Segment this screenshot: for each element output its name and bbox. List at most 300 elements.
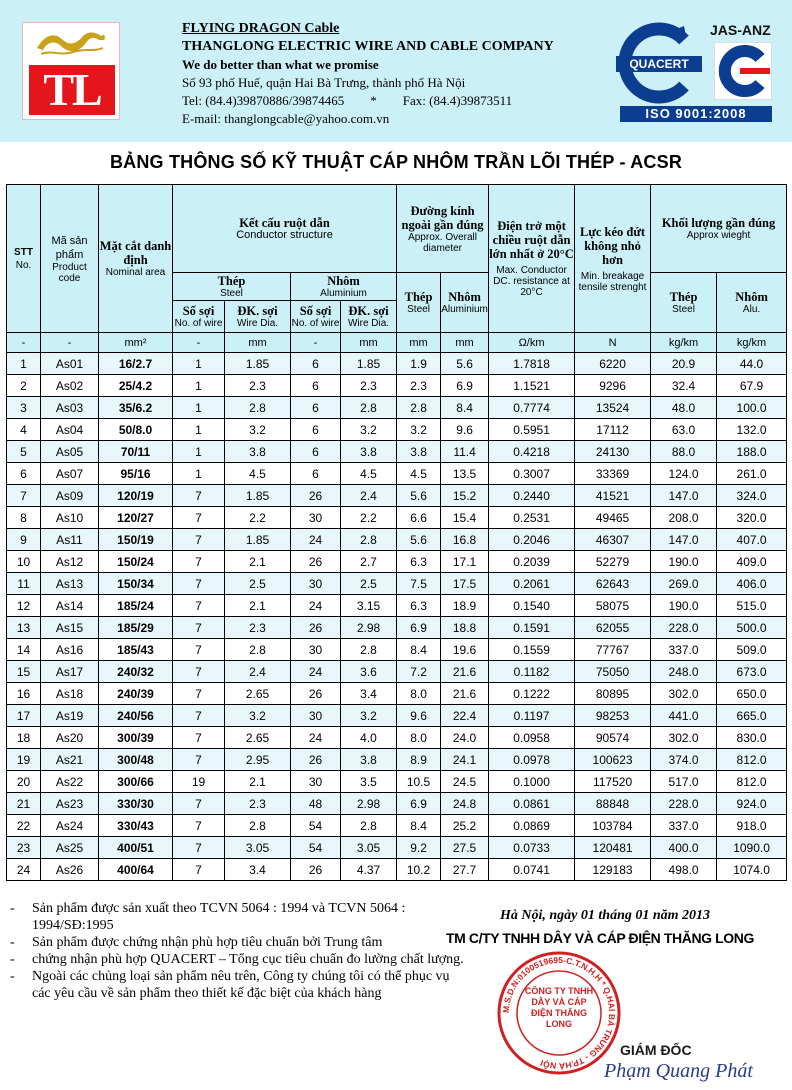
cell-al-dia: 2.7 bbox=[341, 551, 397, 573]
cell-al-nwire: 24 bbox=[291, 595, 341, 617]
acsr-spec-table bbox=[6, 184, 787, 881]
cell-weight-al: 665.0 bbox=[717, 705, 787, 727]
cell-od-al: 13.5 bbox=[441, 463, 489, 485]
table-row bbox=[7, 815, 787, 837]
table-row bbox=[7, 837, 787, 859]
dragon-icon bbox=[33, 26, 111, 62]
cell-steel-dia: 2.4 bbox=[225, 661, 291, 683]
cell-al-nwire: 54 bbox=[291, 815, 341, 837]
jas-anz-text: JAS-ANZ bbox=[710, 22, 771, 38]
table-row bbox=[7, 463, 787, 485]
cell-steel-nwire: 7 bbox=[173, 793, 225, 815]
cell-weight-al: 830.0 bbox=[717, 727, 787, 749]
cell-weight-al: 100.0 bbox=[717, 397, 787, 419]
col-approx-weight: Khối lượng gần đúng Approx wieght bbox=[651, 185, 787, 273]
table-row bbox=[7, 353, 787, 375]
director-title: GIÁM ĐỐC bbox=[620, 1042, 692, 1058]
cell-steel-dia: 2.8 bbox=[225, 397, 291, 419]
cell-al-nwire: 24 bbox=[291, 727, 341, 749]
cell-stt: 9 bbox=[7, 529, 41, 551]
cell-dc-resistance: 0.1182 bbox=[489, 661, 575, 683]
cell-nominal-area: 400/51 bbox=[99, 837, 173, 859]
cell-al-dia: 3.2 bbox=[341, 705, 397, 727]
unit-stt: - bbox=[7, 333, 41, 353]
cell-steel-dia: 1.85 bbox=[225, 485, 291, 507]
cell-weight-steel: 337.0 bbox=[651, 815, 717, 837]
cell-od-al: 24.0 bbox=[441, 727, 489, 749]
cell-weight-al: 261.0 bbox=[717, 463, 787, 485]
cell-weight-al: 406.0 bbox=[717, 573, 787, 595]
cell-nominal-area: 95/16 bbox=[99, 463, 173, 485]
note-item: - chứng nhận phù hợp QUACERT – Tổng cục tiêu chuẩn đo lường chất lượng. bbox=[10, 952, 464, 967]
cell-product-code: As22 bbox=[41, 771, 99, 793]
cell-al-nwire: 48 bbox=[291, 793, 341, 815]
cell-steel-dia: 2.1 bbox=[225, 551, 291, 573]
unit-product-code: - bbox=[41, 333, 99, 353]
cell-dc-resistance: 0.0978 bbox=[489, 749, 575, 771]
cell-al-dia: 3.8 bbox=[341, 441, 397, 463]
cell-weight-steel: 269.0 bbox=[651, 573, 717, 595]
cell-weight-steel: 147.0 bbox=[651, 529, 717, 551]
table-row bbox=[7, 661, 787, 683]
cell-steel-dia: 2.1 bbox=[225, 771, 291, 793]
company-info bbox=[182, 20, 602, 128]
cell-weight-al: 1090.0 bbox=[717, 837, 787, 859]
cell-al-dia: 2.8 bbox=[341, 639, 397, 661]
director-signature: Phạm Quang Phát bbox=[604, 1060, 753, 1082]
cell-stt: 5 bbox=[7, 441, 41, 463]
cell-al-dia: 2.2 bbox=[341, 507, 397, 529]
cell-product-code: As15 bbox=[41, 617, 99, 639]
cell-al-nwire: 30 bbox=[291, 639, 341, 661]
cell-product-code: As23 bbox=[41, 793, 99, 815]
company-address: Số 93 phố Huế, quận Hai Bà Trưng, thành phố Hà Nội bbox=[182, 75, 466, 90]
cell-product-code: As11 bbox=[41, 529, 99, 551]
cell-breaking-load: 6220 bbox=[575, 353, 651, 375]
table-row bbox=[7, 485, 787, 507]
cell-dc-resistance: 0.1591 bbox=[489, 617, 575, 639]
cell-nominal-area: 185/24 bbox=[99, 595, 173, 617]
cell-weight-steel: 63.0 bbox=[651, 419, 717, 441]
cell-al-nwire: 6 bbox=[291, 375, 341, 397]
cell-breaking-load: 90574 bbox=[575, 727, 651, 749]
cell-steel-dia: 2.5 bbox=[225, 573, 291, 595]
iso-badge: ISO 9001:2008 bbox=[620, 106, 772, 122]
cell-steel-nwire: 7 bbox=[173, 551, 225, 573]
cell-al-nwire: 6 bbox=[291, 353, 341, 375]
cell-stt: 7 bbox=[7, 485, 41, 507]
cell-od-steel: 9.2 bbox=[397, 837, 441, 859]
cell-al-dia: 3.4 bbox=[341, 683, 397, 705]
cell-nominal-area: 120/27 bbox=[99, 507, 173, 529]
note-text: Sản phẩm được sản xuất theo TCVN 5064 : 1994 và TCVN 5064 : 1994/SĐ:1995 bbox=[32, 901, 406, 933]
cell-breaking-load: 41521 bbox=[575, 485, 651, 507]
cell-stt: 13 bbox=[7, 617, 41, 639]
cell-od-steel: 3.2 bbox=[397, 419, 441, 441]
cell-weight-steel: 190.0 bbox=[651, 551, 717, 573]
cell-od-steel: 2.8 bbox=[397, 397, 441, 419]
cell-steel-dia: 1.85 bbox=[225, 353, 291, 375]
cell-od-al: 21.6 bbox=[441, 661, 489, 683]
cell-weight-al: 67.9 bbox=[717, 375, 787, 397]
unit-al-nwire: - bbox=[291, 333, 341, 353]
cell-product-code: As12 bbox=[41, 551, 99, 573]
cell-breaking-load: 98253 bbox=[575, 705, 651, 727]
col-breaking-load: Lực kéo đứt không nhỏ hơn Min. breakage tensile strenght bbox=[575, 185, 651, 333]
cell-al-nwire: 6 bbox=[291, 419, 341, 441]
cell-stt: 8 bbox=[7, 507, 41, 529]
company-stamp bbox=[496, 950, 622, 1076]
cell-product-code: As16 bbox=[41, 639, 99, 661]
cell-steel-nwire: 7 bbox=[173, 661, 225, 683]
cell-steel-nwire: 7 bbox=[173, 595, 225, 617]
cell-breaking-load: 100623 bbox=[575, 749, 651, 771]
col-overall-diameter: Đường kính ngoài gần đúng Approx. Overall diameter bbox=[397, 185, 489, 273]
cell-weight-steel: 517.0 bbox=[651, 771, 717, 793]
cell-breaking-load: 117520 bbox=[575, 771, 651, 793]
cell-weight-al: 320.0 bbox=[717, 507, 787, 529]
company-email: E-mail: thanglongcable@yahoo.com.vn bbox=[182, 111, 390, 126]
cell-od-steel: 10.5 bbox=[397, 771, 441, 793]
cell-od-steel: 2.3 bbox=[397, 375, 441, 397]
cell-product-code: As26 bbox=[41, 859, 99, 881]
cell-dc-resistance: 0.1540 bbox=[489, 595, 575, 617]
cell-al-nwire: 26 bbox=[291, 683, 341, 705]
cell-al-dia: 4.0 bbox=[341, 727, 397, 749]
cell-dc-resistance: 0.3007 bbox=[489, 463, 575, 485]
cell-al-nwire: 6 bbox=[291, 441, 341, 463]
cell-nominal-area: 185/29 bbox=[99, 617, 173, 639]
cell-product-code: As04 bbox=[41, 419, 99, 441]
cell-al-dia: 3.6 bbox=[341, 661, 397, 683]
cell-od-steel: 8.4 bbox=[397, 815, 441, 837]
cell-stt: 2 bbox=[7, 375, 41, 397]
cell-al-dia: 4.37 bbox=[341, 859, 397, 881]
col-od-aluminium: Nhôm Aluminium bbox=[441, 273, 489, 333]
cell-weight-al: 918.0 bbox=[717, 815, 787, 837]
unit-nominal-area: mm² bbox=[99, 333, 173, 353]
company-phone: Tel: (84.4)39870886/39874465 * Fax: (84.4)39873511 bbox=[182, 93, 513, 108]
cell-al-dia: 2.3 bbox=[341, 375, 397, 397]
cell-od-al: 24.8 bbox=[441, 793, 489, 815]
cell-od-steel: 6.3 bbox=[397, 551, 441, 573]
table-row bbox=[7, 595, 787, 617]
table-row bbox=[7, 859, 787, 881]
table-row bbox=[7, 793, 787, 815]
table-row bbox=[7, 397, 787, 419]
table-row bbox=[7, 639, 787, 661]
cell-product-code: As25 bbox=[41, 837, 99, 859]
cell-al-dia: 3.05 bbox=[341, 837, 397, 859]
col-aluminium: Nhôm Aluminium bbox=[291, 273, 397, 301]
cell-al-dia: 2.98 bbox=[341, 793, 397, 815]
cell-steel-dia: 2.65 bbox=[225, 727, 291, 749]
cell-stt: 11 bbox=[7, 573, 41, 595]
col-conductor-structure: Kết cấu ruột dẫn Conductor structure bbox=[173, 185, 397, 273]
cell-steel-nwire: 1 bbox=[173, 419, 225, 441]
cell-od-al: 5.6 bbox=[441, 353, 489, 375]
cell-stt: 22 bbox=[7, 815, 41, 837]
cell-dc-resistance: 1.7818 bbox=[489, 353, 575, 375]
cell-nominal-area: 240/39 bbox=[99, 683, 173, 705]
cell-al-nwire: 26 bbox=[291, 485, 341, 507]
unit-od-steel: mm bbox=[397, 333, 441, 353]
cell-nominal-area: 35/6.2 bbox=[99, 397, 173, 419]
cell-weight-al: 924.0 bbox=[717, 793, 787, 815]
cell-nominal-area: 300/48 bbox=[99, 749, 173, 771]
quacert-logo bbox=[614, 22, 704, 104]
certification-logos bbox=[614, 22, 778, 122]
cell-od-al: 11.4 bbox=[441, 441, 489, 463]
cell-steel-dia: 4.5 bbox=[225, 463, 291, 485]
cell-od-al: 22.4 bbox=[441, 705, 489, 727]
cell-nominal-area: 330/43 bbox=[99, 815, 173, 837]
note-item: - Ngoài các chủng loại sản phẩm nêu trên, Công ty chúng tôi có thể phục vụ các yêu cầu về sản phẩm theo thiết kế đặc biệt của khách hàng bbox=[10, 969, 450, 1001]
cell-al-nwire: 6 bbox=[291, 397, 341, 419]
page-title: BẢNG THÔNG SỐ KỸ THUẬT CÁP NHÔM TRẦN LÕI THÉP - ACSR bbox=[109, 152, 683, 172]
cell-dc-resistance: 0.1222 bbox=[489, 683, 575, 705]
cell-al-nwire: 24 bbox=[291, 661, 341, 683]
cell-product-code: As10 bbox=[41, 507, 99, 529]
cell-od-steel: 7.2 bbox=[397, 661, 441, 683]
cell-od-steel: 8.4 bbox=[397, 639, 441, 661]
cell-weight-steel: 498.0 bbox=[651, 859, 717, 881]
cell-steel-nwire: 7 bbox=[173, 617, 225, 639]
cell-steel-dia: 2.3 bbox=[225, 375, 291, 397]
company-motto: We do better than what we promise bbox=[182, 57, 379, 72]
cell-weight-al: 509.0 bbox=[717, 639, 787, 661]
cell-od-al: 15.4 bbox=[441, 507, 489, 529]
cell-weight-al: 1074.0 bbox=[717, 859, 787, 881]
cell-stt: 24 bbox=[7, 859, 41, 881]
stamp-center-text: CÔNG TY TNHH DÂY VÀ CÁP ĐIỆN THĂNG LONG bbox=[524, 986, 594, 1029]
cell-al-nwire: 30 bbox=[291, 705, 341, 727]
cell-al-dia: 2.8 bbox=[341, 815, 397, 837]
cell-steel-nwire: 7 bbox=[173, 639, 225, 661]
cell-dc-resistance: 0.1000 bbox=[489, 771, 575, 793]
table-row bbox=[7, 551, 787, 573]
cell-breaking-load: 49465 bbox=[575, 507, 651, 529]
unit-weight-al: kg/km bbox=[717, 333, 787, 353]
cell-steel-dia: 2.65 bbox=[225, 683, 291, 705]
cell-nominal-area: 400/64 bbox=[99, 859, 173, 881]
cell-al-nwire: 26 bbox=[291, 749, 341, 771]
cell-product-code: As21 bbox=[41, 749, 99, 771]
cell-steel-dia: 3.8 bbox=[225, 441, 291, 463]
cell-steel-nwire: 1 bbox=[173, 353, 225, 375]
table-row bbox=[7, 375, 787, 397]
cell-steel-nwire: 7 bbox=[173, 573, 225, 595]
cell-product-code: As02 bbox=[41, 375, 99, 397]
cell-al-nwire: 30 bbox=[291, 771, 341, 793]
cell-steel-nwire: 7 bbox=[173, 727, 225, 749]
cell-stt: 15 bbox=[7, 661, 41, 683]
cell-product-code: As14 bbox=[41, 595, 99, 617]
cell-stt: 3 bbox=[7, 397, 41, 419]
cell-dc-resistance: 0.0861 bbox=[489, 793, 575, 815]
cell-steel-dia: 2.2 bbox=[225, 507, 291, 529]
cell-dc-resistance: 0.2039 bbox=[489, 551, 575, 573]
note-text: Sản phẩm được chứng nhận phù hợp tiêu chuẩn bởi Trung tâm bbox=[32, 935, 383, 950]
cell-al-dia: 3.8 bbox=[341, 749, 397, 771]
cell-weight-al: 515.0 bbox=[717, 595, 787, 617]
cell-weight-al: 409.0 bbox=[717, 551, 787, 573]
col-weight-aluminium: Nhôm Alu. bbox=[717, 273, 787, 333]
cell-product-code: As17 bbox=[41, 661, 99, 683]
col-stt: STT No. bbox=[7, 185, 41, 333]
cell-dc-resistance: 0.7774 bbox=[489, 397, 575, 419]
cell-al-nwire: 26 bbox=[291, 551, 341, 573]
cell-steel-nwire: 1 bbox=[173, 441, 225, 463]
cell-dc-resistance: 0.2531 bbox=[489, 507, 575, 529]
cell-product-code: As19 bbox=[41, 705, 99, 727]
cell-od-steel: 8.9 bbox=[397, 749, 441, 771]
cell-breaking-load: 80895 bbox=[575, 683, 651, 705]
table-row bbox=[7, 705, 787, 727]
cell-nominal-area: 150/19 bbox=[99, 529, 173, 551]
cell-steel-dia: 2.1 bbox=[225, 595, 291, 617]
col-dc-resistance: Điện trở một chiều ruột dẫn lớn nhất ở 20°C Max. Conductor DC. resistance at 20°C bbox=[489, 185, 575, 333]
cell-al-dia: 2.5 bbox=[341, 573, 397, 595]
units-row bbox=[7, 333, 787, 353]
col-al-nwire: Số sợi No. of wire bbox=[291, 301, 341, 333]
cell-od-al: 27.5 bbox=[441, 837, 489, 859]
cell-steel-dia: 1.85 bbox=[225, 529, 291, 551]
cell-breaking-load: 52279 bbox=[575, 551, 651, 573]
cell-weight-steel: 147.0 bbox=[651, 485, 717, 507]
cell-weight-steel: 190.0 bbox=[651, 595, 717, 617]
logo-tl-text: TL bbox=[29, 65, 115, 115]
cell-weight-steel: 248.0 bbox=[651, 661, 717, 683]
cell-product-code: As20 bbox=[41, 727, 99, 749]
cell-breaking-load: 120481 bbox=[575, 837, 651, 859]
cell-steel-nwire: 7 bbox=[173, 485, 225, 507]
cell-stt: 23 bbox=[7, 837, 41, 859]
col-steel: Thép Steel bbox=[173, 273, 291, 301]
cell-nominal-area: 25/4.2 bbox=[99, 375, 173, 397]
cell-od-al: 24.5 bbox=[441, 771, 489, 793]
cell-steel-nwire: 7 bbox=[173, 815, 225, 837]
cell-breaking-load: 129183 bbox=[575, 859, 651, 881]
cell-al-nwire: 6 bbox=[291, 463, 341, 485]
cell-od-al: 9.6 bbox=[441, 419, 489, 441]
cell-breaking-load: 13524 bbox=[575, 397, 651, 419]
cell-dc-resistance: 0.0958 bbox=[489, 727, 575, 749]
cell-al-nwire: 24 bbox=[291, 529, 341, 551]
col-product-code: Mã sản phẩm Product code bbox=[41, 185, 99, 333]
cell-product-code: As13 bbox=[41, 573, 99, 595]
table-row bbox=[7, 507, 787, 529]
cell-weight-steel: 124.0 bbox=[651, 463, 717, 485]
cell-stt: 12 bbox=[7, 595, 41, 617]
cell-weight-steel: 208.0 bbox=[651, 507, 717, 529]
cell-dc-resistance: 0.5951 bbox=[489, 419, 575, 441]
cell-steel-nwire: 7 bbox=[173, 683, 225, 705]
cell-steel-nwire: 19 bbox=[173, 771, 225, 793]
brand-name: FLYING DRAGON Cable bbox=[182, 21, 340, 36]
cell-nominal-area: 240/56 bbox=[99, 705, 173, 727]
cell-stt: 4 bbox=[7, 419, 41, 441]
cell-nominal-area: 150/34 bbox=[99, 573, 173, 595]
cell-nominal-area: 330/30 bbox=[99, 793, 173, 815]
table-row bbox=[7, 749, 787, 771]
cell-breaking-load: 62643 bbox=[575, 573, 651, 595]
cell-od-steel: 6.9 bbox=[397, 617, 441, 639]
cell-dc-resistance: 0.0741 bbox=[489, 859, 575, 881]
table-row bbox=[7, 771, 787, 793]
col-al-dia: ĐK. sợi Wire Dia. bbox=[341, 301, 397, 333]
cell-weight-al: 812.0 bbox=[717, 771, 787, 793]
cell-dc-resistance: 0.0733 bbox=[489, 837, 575, 859]
cell-weight-al: 324.0 bbox=[717, 485, 787, 507]
cell-weight-steel: 302.0 bbox=[651, 683, 717, 705]
cell-steel-nwire: 7 bbox=[173, 859, 225, 881]
cell-stt: 10 bbox=[7, 551, 41, 573]
cell-weight-steel: 374.0 bbox=[651, 749, 717, 771]
cell-steel-dia: 3.05 bbox=[225, 837, 291, 859]
cell-weight-steel: 337.0 bbox=[651, 639, 717, 661]
cell-weight-steel: 228.0 bbox=[651, 617, 717, 639]
cell-nominal-area: 120/19 bbox=[99, 485, 173, 507]
cell-od-al: 8.4 bbox=[441, 397, 489, 419]
table-row bbox=[7, 617, 787, 639]
cell-od-steel: 3.8 bbox=[397, 441, 441, 463]
cell-od-steel: 1.9 bbox=[397, 353, 441, 375]
cell-nominal-area: 16/2.7 bbox=[99, 353, 173, 375]
cell-dc-resistance: 0.1197 bbox=[489, 705, 575, 727]
cell-breaking-load: 46307 bbox=[575, 529, 651, 551]
cell-nominal-area: 300/66 bbox=[99, 771, 173, 793]
unit-weight-steel: kg/km bbox=[651, 333, 717, 353]
cell-stt: 19 bbox=[7, 749, 41, 771]
cell-od-al: 27.7 bbox=[441, 859, 489, 881]
cell-al-dia: 3.5 bbox=[341, 771, 397, 793]
jas-anz-logo bbox=[714, 42, 772, 100]
cell-al-nwire: 54 bbox=[291, 837, 341, 859]
cell-dc-resistance: 0.2440 bbox=[489, 485, 575, 507]
table-row bbox=[7, 529, 787, 551]
cell-od-steel: 4.5 bbox=[397, 463, 441, 485]
unit-al-dia: mm bbox=[341, 333, 397, 353]
cell-steel-nwire: 7 bbox=[173, 507, 225, 529]
cell-steel-dia: 2.8 bbox=[225, 639, 291, 661]
cell-al-dia: 3.2 bbox=[341, 419, 397, 441]
cell-stt: 18 bbox=[7, 727, 41, 749]
cell-weight-al: 812.0 bbox=[717, 749, 787, 771]
col-nominal-area: Mặt cắt danh định Nominal area bbox=[99, 185, 173, 333]
cell-dc-resistance: 1.1521 bbox=[489, 375, 575, 397]
cell-product-code: As09 bbox=[41, 485, 99, 507]
unit-od-al: mm bbox=[441, 333, 489, 353]
cell-steel-nwire: 1 bbox=[173, 463, 225, 485]
cell-od-al: 17.1 bbox=[441, 551, 489, 573]
cell-weight-al: 188.0 bbox=[717, 441, 787, 463]
cell-dc-resistance: 0.4218 bbox=[489, 441, 575, 463]
cell-weight-al: 132.0 bbox=[717, 419, 787, 441]
cell-al-nwire: 26 bbox=[291, 859, 341, 881]
cell-stt: 1 bbox=[7, 353, 41, 375]
cell-od-al: 21.6 bbox=[441, 683, 489, 705]
cell-od-steel: 5.6 bbox=[397, 485, 441, 507]
cell-od-al: 17.5 bbox=[441, 573, 489, 595]
cell-weight-steel: 441.0 bbox=[651, 705, 717, 727]
cell-breaking-load: 17112 bbox=[575, 419, 651, 441]
cell-product-code: As05 bbox=[41, 441, 99, 463]
unit-breaking-load: N bbox=[575, 333, 651, 353]
cell-breaking-load: 103784 bbox=[575, 815, 651, 837]
cell-weight-steel: 48.0 bbox=[651, 397, 717, 419]
cell-weight-steel: 400.0 bbox=[651, 837, 717, 859]
